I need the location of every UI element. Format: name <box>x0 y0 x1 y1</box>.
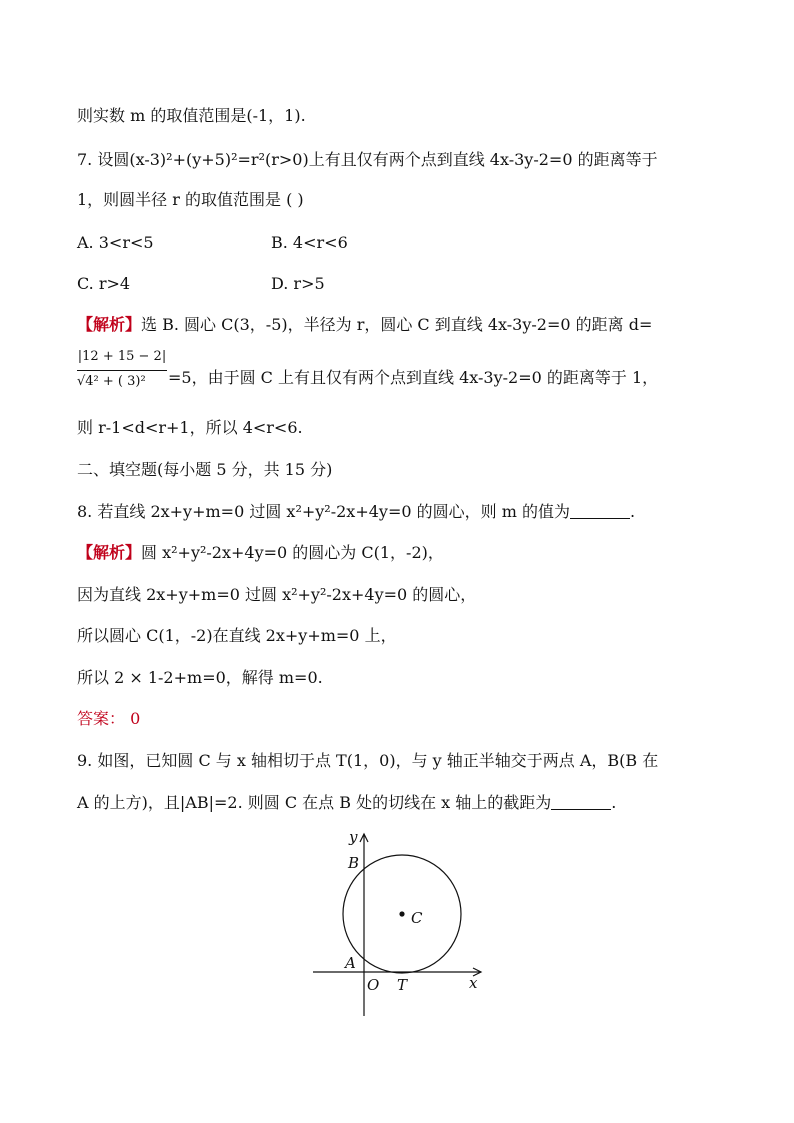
label-b: B <box>348 854 360 872</box>
option-c: C. r>4 <box>77 274 131 293</box>
option-a: A. 3<r<5 <box>77 233 154 252</box>
fraction-bar <box>77 370 167 371</box>
line-m-range: 则实数 m 的取值范围是(-1，1). <box>77 106 306 125</box>
solution-7-line-2: =5，由于圆 C 上有且仅有两个点到直线 4x-3y-2=0 的距离等于 1， <box>168 368 659 387</box>
option-b: B. 4<r<6 <box>271 233 348 252</box>
option-d: D. r>5 <box>271 274 325 293</box>
distance-fraction <box>77 348 167 396</box>
label-o: O <box>367 976 380 994</box>
fraction-numerator: |12 + 15 − 2| <box>77 349 167 364</box>
question-8 <box>77 502 635 522</box>
solution-7-text: 选 B. 圆心 C(3，-5)，半径为 r，圆心 C 到直线 4x-3y-2=0 的距离 d= <box>141 315 653 334</box>
solution-tag: 【解析】 <box>77 315 142 334</box>
question-8-text: 8. 若直线 2x+y+m=0 过圆 x²+y²-2x+4y=0 的圆心，则 m 的值为 <box>77 502 570 521</box>
solution-8-line-3: 所以圆心 C(1，-2)在直线 2x+y+m=0 上， <box>77 626 397 645</box>
label-y: y <box>349 828 358 846</box>
question-9-text: A 的上方)，且|AB|=2. 则圆 C 在点 B 处的切线在 x 轴上的截距为 <box>77 793 552 812</box>
solution-8-line-1 <box>77 543 444 563</box>
center-point <box>399 911 404 916</box>
solution-8-text: 圆 x²+y²-2x+4y=0 的圆心为 C(1，-2)， <box>141 543 444 562</box>
answer-blank <box>551 793 611 810</box>
question-9-end: . <box>611 793 617 812</box>
solution-7-line-1 <box>77 315 652 335</box>
question-9-line-1: 9. 如图，已知圆 C 与 x 轴相切于点 T(1，0)，与 y 轴正半轴交于两点 A，B(B 在 <box>77 751 659 770</box>
solution-8-line-4: 所以 2 × 1-2+m=0，解得 m=0. <box>77 668 323 687</box>
question-7-line-2: 1，则圆半径 r 的取值范围是 ( ) <box>77 190 304 209</box>
solution-tag: 【解析】 <box>77 543 142 562</box>
solution-8-line-2: 因为直线 2x+y+m=0 过圆 x²+y²-2x+4y=0 的圆心， <box>77 585 477 604</box>
fraction-denominator: √4² + ( 3)² <box>77 374 146 389</box>
question-8-end: . <box>629 502 636 521</box>
section-heading: 二、填空题(每小题 5 分，共 15 分) <box>77 460 333 479</box>
question-7-line-1: 7. 设圆(x-3)²+(y+5)²=r²(r>0)上有且仅有两个点到直线 4x-3y-2=0 的距离等于 <box>77 150 658 169</box>
label-c: C <box>411 909 423 927</box>
label-a: A <box>345 954 356 972</box>
answer-8: 答案： 0 <box>77 709 141 728</box>
circle-figure <box>305 828 495 1023</box>
label-x: x <box>469 974 478 992</box>
label-t: T <box>397 976 408 994</box>
question-9-line-2 <box>77 793 616 813</box>
answer-blank <box>570 502 630 519</box>
solution-7-line-3: 则 r-1<d<r+1，所以 4<r<6. <box>77 418 303 437</box>
